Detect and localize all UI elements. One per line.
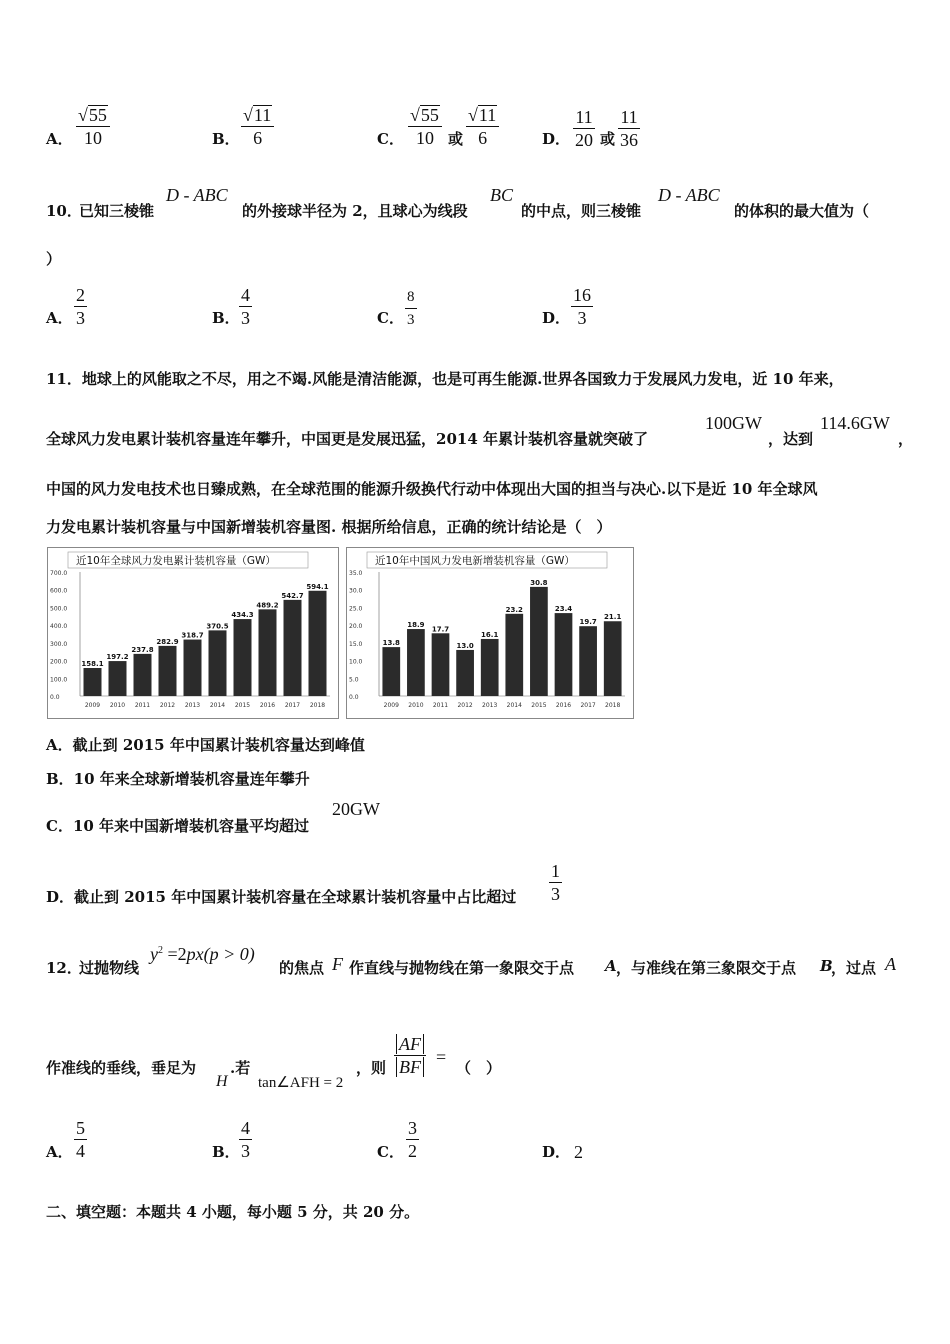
x-tick-label: 2010 <box>408 702 424 709</box>
bar <box>432 633 450 696</box>
fraction: $\frac{16}{3}$ <box>573 285 591 328</box>
x-tick-label: 2011 <box>432 702 449 709</box>
fraction: $\frac{2}{3}$ <box>76 285 85 328</box>
x-tick-label: 2018 <box>605 702 621 709</box>
y-tick-label: 10.0 <box>349 658 363 666</box>
x-tick-label: 2010 <box>109 702 126 709</box>
option-label: B． <box>212 309 240 327</box>
y-tick-label: 100.0 <box>50 676 68 684</box>
y-tick-label: 200.0 <box>50 658 68 666</box>
bar <box>84 668 102 696</box>
y-tick-label: 500.0 <box>50 605 68 613</box>
bar <box>407 629 425 696</box>
y-tick-label: 0.0 <box>50 694 60 701</box>
y-tick-label: 300.0 <box>50 640 68 648</box>
data-label: 13.8 <box>382 639 400 648</box>
fraction: $\frac{3}{2}$ <box>408 1118 417 1161</box>
option-label: D． <box>542 1143 571 1161</box>
fraction: $\frac{1}{3}$ <box>551 861 560 904</box>
data-label: 18.9 <box>407 621 425 630</box>
option-label: A． <box>46 309 73 327</box>
data-label: 197.2 <box>106 653 129 662</box>
option-label: D． <box>542 130 571 148</box>
x-tick-label: 2012 <box>159 702 176 709</box>
y-tick-label: 400.0 <box>50 623 68 631</box>
data-label: 237.8 <box>131 645 154 654</box>
bar-chart <box>347 548 633 718</box>
bar <box>209 630 227 696</box>
fraction: $\frac{√55}{10}$ <box>408 104 442 149</box>
y-tick-label: 700.0 <box>50 570 68 577</box>
bar <box>604 621 622 696</box>
bar <box>109 661 127 696</box>
data-label: 282.9 <box>156 637 179 646</box>
data-label: 17.7 <box>431 625 450 634</box>
abs-ratio: $\frac{AF}{BF}$ <box>394 1033 426 1078</box>
x-tick-label: 2017 <box>580 702 596 709</box>
bar <box>234 619 252 696</box>
fraction: $\frac{4}{3}$ <box>241 285 250 328</box>
option-label: B． <box>212 130 240 148</box>
option-label: B． <box>212 1143 240 1161</box>
x-tick-label: 2015 <box>531 702 547 709</box>
data-label: 434.3 <box>231 611 254 620</box>
y-tick-label: 0.0 <box>349 694 359 701</box>
math-d-abc: D - ABC <box>166 185 228 205</box>
data-label: 23.4 <box>554 605 573 614</box>
bar <box>382 647 400 696</box>
fraction: $\frac{11}{20}$ <box>575 107 593 150</box>
fraction: $\frac{8}{3}$ <box>405 286 417 331</box>
fraction: $\frac{√11}{6}$ <box>241 104 274 149</box>
option-label: C． <box>377 309 404 327</box>
y-tick-label: 15.0 <box>349 640 363 648</box>
data-label: 594.1 <box>306 582 329 591</box>
option-label: A． <box>46 1143 73 1161</box>
math-parabola: $y^2 =2px(p > 0)$ <box>150 944 255 964</box>
x-tick-label: 2015 <box>234 702 251 709</box>
option-label: D． <box>542 309 571 327</box>
fraction: $\frac{√55}{10}$ <box>76 104 110 149</box>
x-tick-label: 2017 <box>284 702 301 709</box>
x-tick-label: 2013 <box>184 702 201 709</box>
fraction: $\frac{4}{3}$ <box>241 1118 250 1161</box>
data-label: 489.2 <box>256 601 279 610</box>
data-label: 13.0 <box>456 641 474 650</box>
math-d-abc: D - ABC <box>658 185 720 205</box>
option-label: C． <box>377 130 404 148</box>
x-tick-label: 2009 <box>383 702 399 709</box>
data-label: 370.5 <box>206 622 229 631</box>
bar <box>134 654 152 696</box>
bar <box>159 646 177 696</box>
y-tick-label: 25.0 <box>349 605 363 613</box>
x-tick-label: 2013 <box>482 702 498 709</box>
option-label: C． <box>377 1143 404 1161</box>
chart-china-new-capacity <box>346 547 634 719</box>
x-tick-label: 2016 <box>259 702 276 709</box>
section-heading: 二、填空题：本题共 4 小题，每小题 5 分，共 20 分。 <box>46 1203 420 1221</box>
bar <box>505 614 523 696</box>
fraction: $\frac{√11}{6}$ <box>466 104 499 149</box>
bar <box>284 600 302 696</box>
bar <box>555 613 573 696</box>
data-label: 542.7 <box>281 591 304 600</box>
data-label: 21.1 <box>604 613 622 622</box>
y-tick-label: 600.0 <box>50 587 68 595</box>
bar <box>481 639 499 696</box>
bar <box>259 609 277 696</box>
option-label: A． <box>46 130 73 148</box>
data-label: 23.2 <box>505 605 523 614</box>
math-bc: BC <box>490 185 514 205</box>
x-tick-label: 2014 <box>209 702 226 709</box>
x-tick-label: 2012 <box>457 702 473 709</box>
chart-title: 近10年中国风力发电新增装机容量（GW） <box>375 555 575 567</box>
chart-title: 近10年全球风力发电累计装机容量（GW） <box>76 555 276 567</box>
data-label: 30.8 <box>530 578 548 587</box>
y-tick-label: 5.0 <box>349 676 359 684</box>
fraction: $\frac{11}{36}$ <box>620 107 638 150</box>
x-tick-label: 2009 <box>84 702 101 709</box>
bar <box>579 626 597 696</box>
data-label: 19.7 <box>579 618 597 627</box>
bar <box>530 587 548 696</box>
y-tick-label: 30.0 <box>349 587 363 595</box>
y-tick-label: 35.0 <box>349 570 363 577</box>
bar <box>309 591 327 696</box>
bar-chart <box>48 548 338 718</box>
chart-global-capacity <box>47 547 339 719</box>
fraction: $\frac{5}{4}$ <box>76 1118 85 1161</box>
x-tick-label: 2011 <box>134 702 151 709</box>
data-label: 158.1 <box>81 659 104 668</box>
x-tick-label: 2014 <box>506 702 522 709</box>
x-tick-label: 2016 <box>555 702 572 709</box>
y-tick-label: 20.0 <box>349 623 363 631</box>
x-tick-label: 2018 <box>309 702 326 709</box>
bar <box>184 640 202 696</box>
bar <box>456 650 474 696</box>
data-label: 318.7 <box>181 631 204 640</box>
data-label: 16.1 <box>481 630 499 639</box>
